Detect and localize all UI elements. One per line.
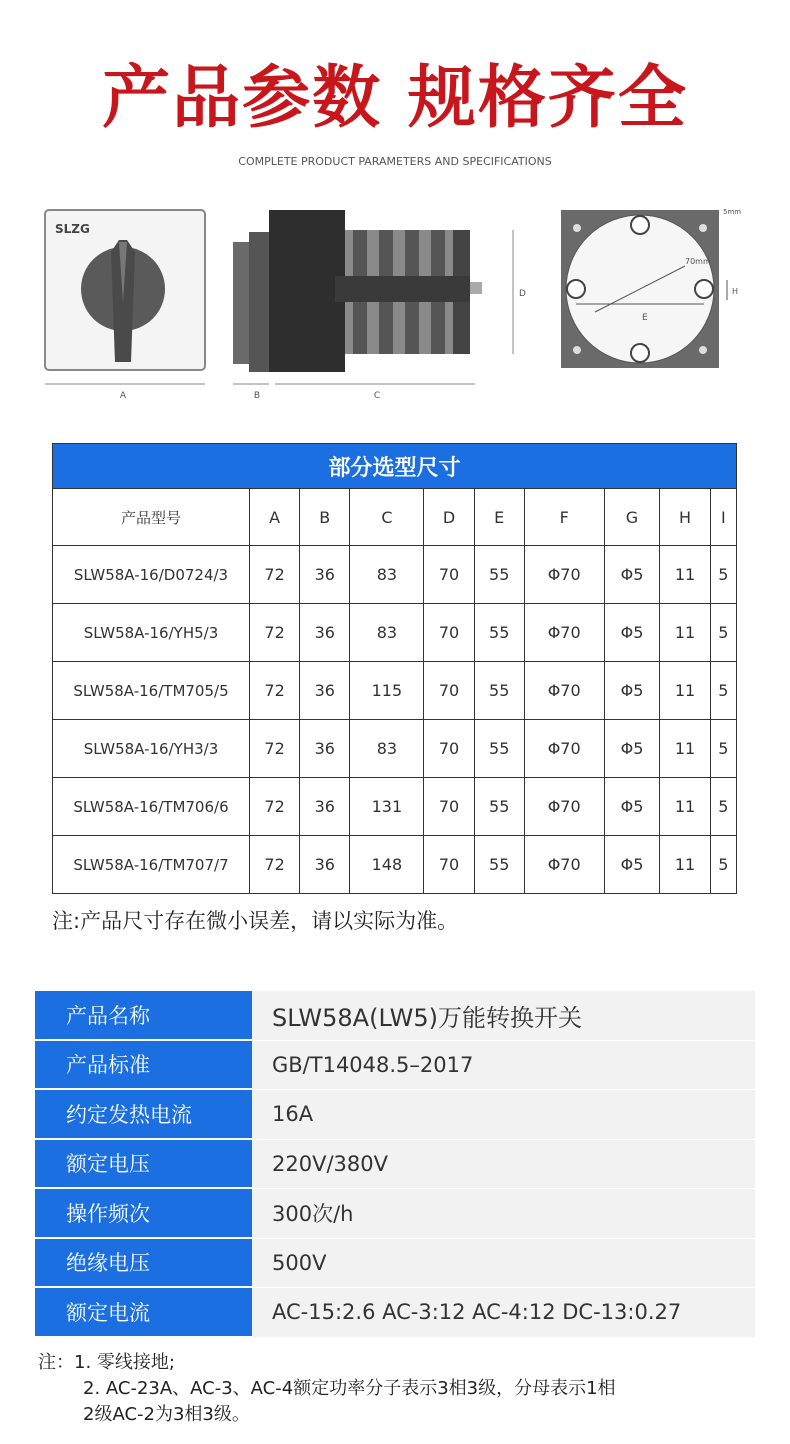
- label-c: C: [373, 391, 381, 401]
- value-cell: 5: [710, 836, 736, 894]
- spec-key: 额定电压: [35, 1140, 252, 1190]
- spec-value: 300次/h: [252, 1189, 755, 1239]
- model-cell: SLW58A-16/TM706/6: [53, 778, 250, 836]
- value-cell: Φ5: [604, 546, 660, 604]
- value-cell: 72: [250, 662, 300, 720]
- page-subtitle: COMPLETE PRODUCT PARAMETERS AND SPECIFICATIONS: [238, 155, 552, 168]
- value-cell: 36: [300, 604, 350, 662]
- model-cell: SLW58A-16/D0724/3: [53, 546, 250, 604]
- spec-key: 产品标准: [35, 1041, 252, 1091]
- value-cell: 55: [474, 662, 524, 720]
- spec-row: [35, 1189, 755, 1239]
- model-cell: SLW58A-16/YH5/3: [53, 604, 250, 662]
- table-row: [53, 720, 737, 778]
- value-cell: 5: [710, 546, 736, 604]
- spec-table: [35, 991, 755, 1338]
- dimensions-table: [52, 443, 737, 894]
- dimension-drawings: [35, 192, 765, 412]
- value-cell: 70: [424, 546, 474, 604]
- label-70mm: 70mm: [685, 257, 711, 266]
- spec-row: [35, 1140, 755, 1190]
- table-row: [53, 778, 737, 836]
- value-cell: 36: [300, 778, 350, 836]
- value-cell: 55: [474, 836, 524, 894]
- spec-key: 约定发热电流: [35, 1090, 252, 1140]
- value-cell: 11: [660, 662, 710, 720]
- spec-value: GB/T14048.5–2017: [252, 1041, 755, 1091]
- value-cell: Φ5: [604, 778, 660, 836]
- value-cell: Φ70: [524, 778, 604, 836]
- value-cell: 36: [300, 836, 350, 894]
- table-row: [53, 662, 737, 720]
- front-view-drawing: [45, 210, 205, 401]
- value-cell: 115: [350, 662, 424, 720]
- side-view-drawing: [233, 210, 526, 401]
- header-cell: F: [524, 489, 604, 546]
- value-cell: 131: [350, 778, 424, 836]
- value-cell: Φ5: [604, 836, 660, 894]
- value-cell: 11: [660, 720, 710, 778]
- value-cell: 70: [424, 604, 474, 662]
- value-cell: Φ70: [524, 836, 604, 894]
- header-cell: G: [604, 489, 660, 546]
- value-cell: 5: [710, 662, 736, 720]
- spec-key: 绝缘电压: [35, 1239, 252, 1289]
- value-cell: 55: [474, 720, 524, 778]
- header-cell: D: [424, 489, 474, 546]
- table-caption: 部分选型尺寸: [53, 444, 737, 489]
- value-cell: 55: [474, 604, 524, 662]
- table-row: [53, 836, 737, 894]
- label-5mm: 5mm: [723, 208, 742, 216]
- value-cell: 83: [350, 604, 424, 662]
- model-cell: SLW58A-16/TM705/5: [53, 662, 250, 720]
- label-e: E: [642, 313, 648, 323]
- footnotes: [38, 1350, 616, 1428]
- value-cell: 72: [250, 546, 300, 604]
- value-cell: 5: [710, 720, 736, 778]
- spec-value: 16A: [252, 1090, 755, 1140]
- value-cell: 55: [474, 778, 524, 836]
- value-cell: 5: [710, 604, 736, 662]
- footnote-line: 2. AC-23A、AC-3、AC-4额定功率分子表示3相3级，分母表示1相: [83, 1378, 616, 1399]
- spec-row: [35, 1041, 755, 1091]
- value-cell: Φ5: [604, 662, 660, 720]
- value-cell: 5: [710, 778, 736, 836]
- value-cell: 11: [660, 604, 710, 662]
- value-cell: 36: [300, 720, 350, 778]
- value-cell: 36: [300, 546, 350, 604]
- table-row: [53, 546, 737, 604]
- spec-key: 额定电流: [35, 1288, 252, 1338]
- header-cell: 产品型号: [53, 489, 250, 546]
- value-cell: 55: [474, 546, 524, 604]
- spec-value: AC-15:2.6 AC-3:12 AC-4:12 DC-13:0.27: [252, 1288, 755, 1338]
- value-cell: Φ70: [524, 662, 604, 720]
- value-cell: 72: [250, 720, 300, 778]
- value-cell: 148: [350, 836, 424, 894]
- back-view-drawing: [561, 208, 741, 368]
- header-cell: B: [300, 489, 350, 546]
- value-cell: Φ5: [604, 604, 660, 662]
- value-cell: Φ70: [524, 720, 604, 778]
- value-cell: Φ5: [604, 720, 660, 778]
- brand-label: SLZG: [55, 222, 90, 236]
- spec-row: [35, 1288, 755, 1338]
- value-cell: 72: [250, 778, 300, 836]
- value-cell: 70: [424, 720, 474, 778]
- tolerance-note: 注:产品尺寸存在微小误差，请以实际为准。: [52, 909, 459, 933]
- spec-value: 220V/380V: [252, 1140, 755, 1190]
- value-cell: 72: [250, 836, 300, 894]
- header-cell: A: [250, 489, 300, 546]
- footnote-line: 2级AC-2为3相3级。: [83, 1404, 250, 1425]
- table-row: [53, 604, 737, 662]
- table-header-row: [53, 489, 737, 546]
- spec-row: [35, 991, 755, 1041]
- value-cell: 36: [300, 662, 350, 720]
- label-h: H: [732, 287, 739, 296]
- value-cell: 83: [350, 546, 424, 604]
- spec-row: [35, 1090, 755, 1140]
- header-cell: I: [710, 489, 736, 546]
- value-cell: 11: [660, 778, 710, 836]
- value-cell: 70: [424, 778, 474, 836]
- value-cell: 70: [424, 836, 474, 894]
- page-title: 产品参数 规格齐全: [102, 59, 688, 138]
- spec-key: 产品名称: [35, 991, 252, 1041]
- model-cell: SLW58A-16/YH3/3: [53, 720, 250, 778]
- value-cell: Φ70: [524, 546, 604, 604]
- value-cell: 11: [660, 836, 710, 894]
- spec-key: 操作频次: [35, 1189, 252, 1239]
- model-cell: SLW58A-16/TM707/7: [53, 836, 250, 894]
- header-cell: E: [474, 489, 524, 546]
- header-cell: C: [350, 489, 424, 546]
- label-b: B: [253, 391, 261, 401]
- value-cell: 70: [424, 662, 474, 720]
- spec-value: SLW58A(LW5)万能转换开关: [252, 991, 755, 1041]
- spec-value: 500V: [252, 1239, 755, 1289]
- footnote-line: 注：1. 零线接地;: [38, 1352, 175, 1373]
- value-cell: 83: [350, 720, 424, 778]
- spec-row: [35, 1239, 755, 1289]
- label-a: A: [119, 391, 127, 401]
- value-cell: 11: [660, 546, 710, 604]
- header-cell: H: [660, 489, 710, 546]
- label-d: D: [519, 289, 526, 299]
- value-cell: Φ70: [524, 604, 604, 662]
- value-cell: 72: [250, 604, 300, 662]
